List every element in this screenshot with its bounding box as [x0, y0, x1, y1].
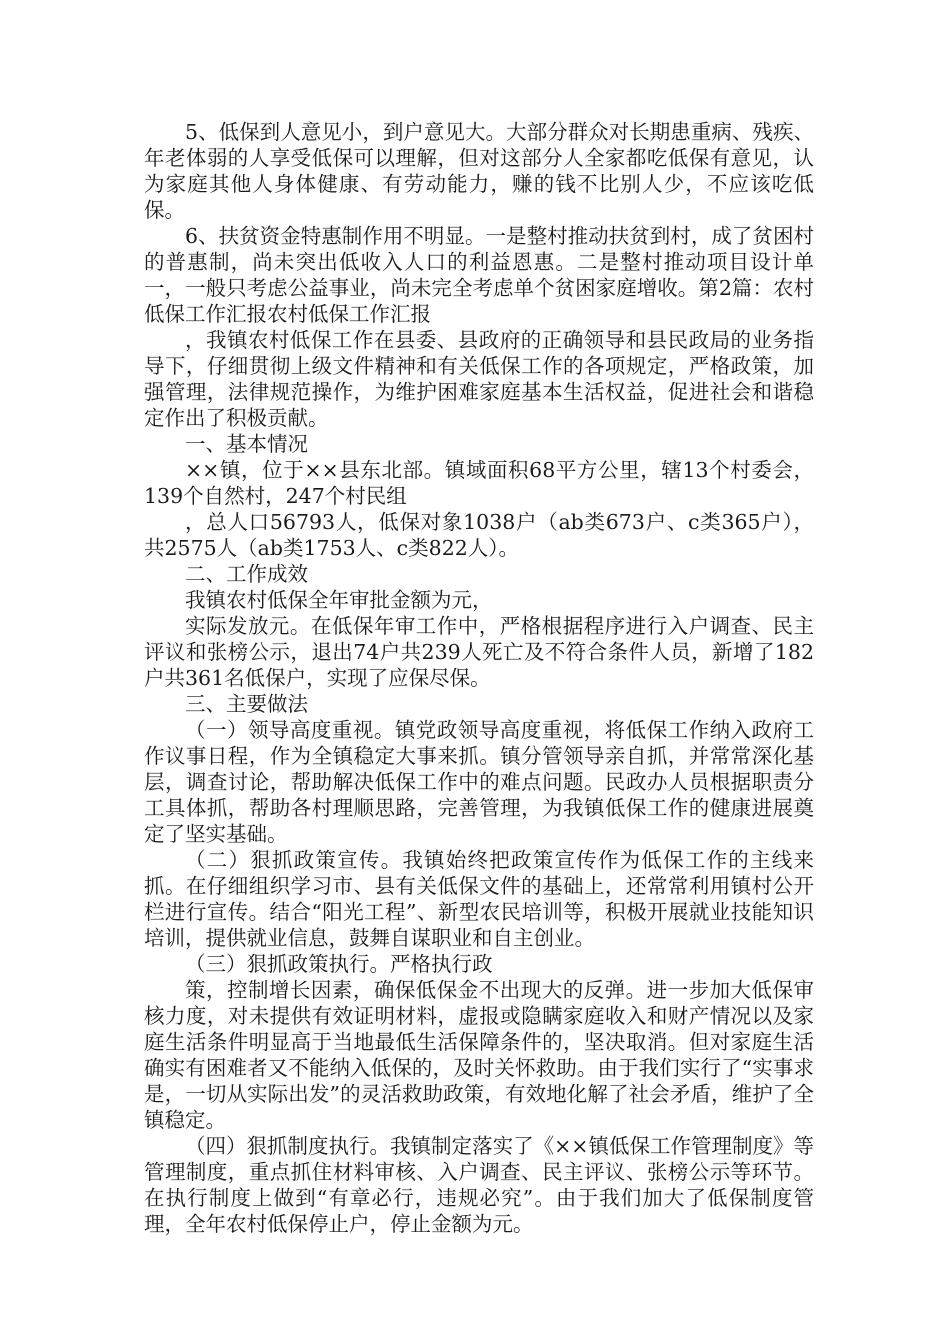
paragraph-leadership: （一）领导高度重视。镇党政领导高度重视，将低保工作纳入政府工作议事日程，作为全镇稳定大事来抓。镇分管领导亲自抓，并常常深化基层，调查讨论，帮助解决低保工作中的难点问题。民政办人员根据职责分工具体抓，帮助各村理顺思路，完善管理，为我镇低保工作的健康进展奠定了坚实基础。: [144, 718, 814, 846]
paragraph-town-info: ××镇，位于××县东北部。镇域面积68平方公里，辖13个村委会，139个自然村，247个村民组: [144, 458, 814, 508]
heading-work-results: 二、工作成效: [185, 562, 308, 586]
paragraph-policy-execution-heading: （三）狠抓政策执行。严格执行政: [185, 952, 493, 976]
paragraph-actual-payment: 实际发放元。在低保年审工作中，严格根据程序进行入户调查、民主评议和张榜公示，退出74户共239人死亡及不符合条件人员，新增了182户共361名低保户，实现了应保尽保。: [144, 614, 814, 690]
paragraph-policy-execution: 策，控制增长因素，确保低保金不出现大的反弹。进一步加大低保审核力度，对未提供有效证明材料，虚报或隐瞒家庭收入和财产情况以及家庭生活条件明显高于当地最低生活保障条件的，坚决取消。但对家庭生活确实有困难者又不能纳入低保的，及时关怀救助。由于我们实行了“实事求是，一切从实际出发”的灵活救助政策，有效地化解了社会矛盾，维护了全镇稳定。: [144, 978, 814, 1132]
paragraph-intro: ，我镇农村低保工作在县委、县政府的正确领导和县民政局的业务指导下，仔细贯彻上级文件精神和有关低保工作的各项规定，严格政策，加强管理，法律规范操作，为维护困难家庭基本生活权益，促进社会和谐稳定作出了积极贡献。: [144, 328, 814, 430]
document-body: [144, 119, 814, 1237]
heading-basic-situation: 一、基本情况: [185, 432, 308, 456]
paragraph-5-low-income-opinion: 5、低保到人意见小，到户意见大。大部分群众对长期患重病、残疾、年老体弱的人享受低保可以理解，但对这部分人全家都吃低保有意见，认为家庭其他人身体健康、有劳动能力，赚的钱不比别人少，不应该吃低保。: [144, 120, 814, 222]
paragraph-approval-amount: 我镇农村低保全年审批金额为元，: [185, 588, 493, 612]
paragraph-6-poverty-fund: 6、扶贫资金特惠制作用不明显。一是整村推动扶贫到村，成了贫困村的普惠制，尚未突出低收入人口的利益恩惠。二是整村推动项目设计单一，一般只考虑公益事业，尚未完全考虑单个贫困家庭增收。第2篇：农村低保工作汇报农村低保工作汇报: [144, 224, 814, 326]
paragraph-system-execution: （四）狠抓制度执行。我镇制定落实了《××镇低保工作管理制度》等管理制度，重点抓住材料审核、入户调查、民主评议、张榜公示等环节。在执行制度上做到“有章必行，违规必究”。由于我们加大了低保制度管理，全年农村低保停止户，停止金额为元。: [144, 1134, 814, 1236]
paragraph-population: ，总人口56793人，低保对象1038户（ab类673户、c类365户），共2575人（ab类1753人、c类822人）。: [144, 510, 814, 560]
heading-main-practices: 三、主要做法: [185, 692, 308, 716]
paragraph-policy-publicity: （二）狠抓政策宣传。我镇始终把政策宣传作为低保工作的主线来抓。在仔细组织学习市、县有关低保文件的基础上，还常常利用镇村公开栏进行宣传。结合“阳光工程”、新型农民培训等，积极开展就业技能知识培训，提供就业信息，鼓舞自谋职业和自主创业。: [144, 848, 814, 950]
